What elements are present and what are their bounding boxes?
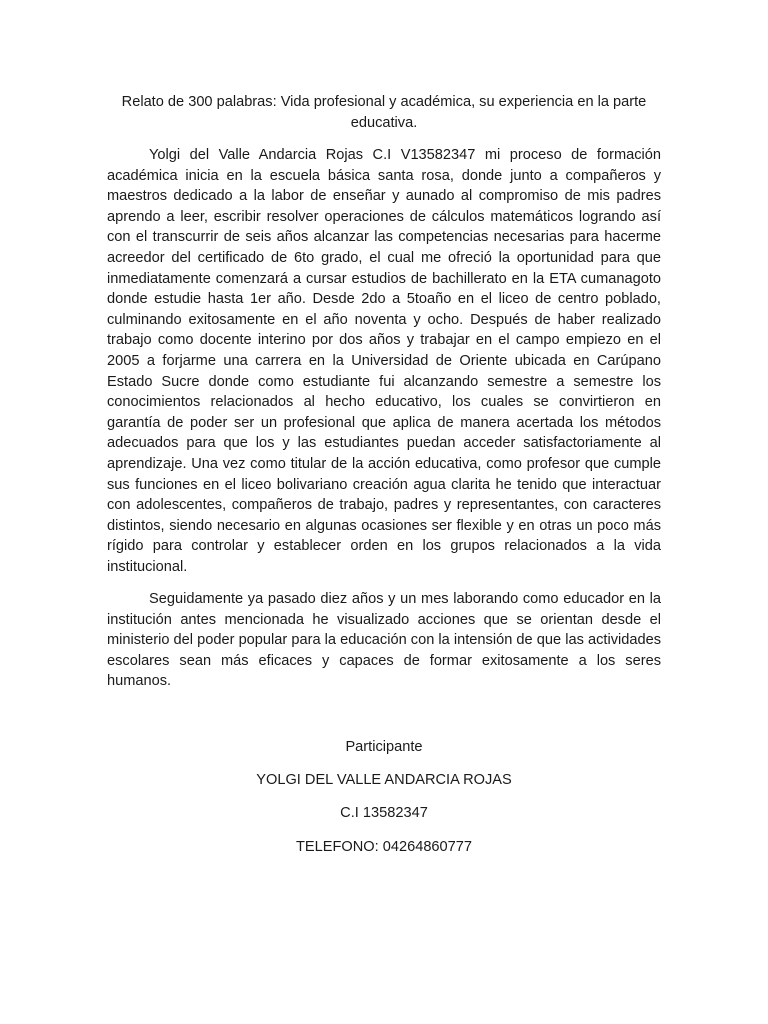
paragraph-1 [107,145,661,577]
signature-id: C.I 13582347 [340,805,428,821]
paragraph-1-text: Yolgi del Valle Andarcia Rojas C.I V13582347 mi proceso de formación académica inicia en la escuela básica santa rosa, donde junto a compañeros y maestros dedicado a la labor de enseñar y aunado al compromiso de mis padres aprendo a leer, escribir resolver operaciones de cálculos matemáticos logrando así con el transcurrir de seis años alcanzar las competencias necesarias para hacerme acreedor del certificado de 6to grado, el cual me ofreció la oportunidad para que inmediatamente comenzará a cursar estudios de bachillerato en la ETA cumanagoto donde estudie hasta 1er año. Desde 2do a 5toaño en el liceo de centro poblado, culminando exitosamente en el año noventa y ocho. Después de haber realizado trabajo como docente interino por dos años y trabajar en el campo empiezo en el 2005 a forjarme una carrera en la Universidad de Oriente ubicada en Carúpano Estado Sucre donde como estudiante fui alcanzando semestre a semestre los conocimientos relacionados al hecho educativo, los cuales se convirtieron en garantía de poder ser un profesional que aplica de manera acertada los métodos adecuados para que los y las estudiantes puedan acceder satisfactoriamente al aprendizaje. Una vez como titular de la acción educativa, como profesor que cumple sus funciones en el liceo bolivariano creación agua clarita he tenido que interactuar con adolescentes, compañeros de trabajo, padres y representantes, con caracteres distintos, siendo necesario en algunas ocasiones ser flexible y en otras un poco más rígido para controlar y establecer orden en los grupos relacionados a la vida institucional. [107,147,661,575]
signature-role: Participante [345,739,423,755]
signature-phone: TELEFONO: 04264860777 [295,839,473,855]
paragraph-2-text: Seguidamente ya pasado diez años y un mes laborando como educador en la institución antes mencionada he visualizado acciones que se orientan desde el ministerio del poder popular para la educación con la intensión de que las actividades escolares sean más eficaces y capaces de formar exitosamente a los seres humanos. [107,591,661,690]
paragraph-2 [107,589,661,692]
document-title: Relato de 300 palabras: Vida profesional y académica, su experiencia en la parte educativa. [121,94,647,131]
signature-name: YOLGI DEL VALLE ANDARCIA ROJAS [256,772,512,788]
